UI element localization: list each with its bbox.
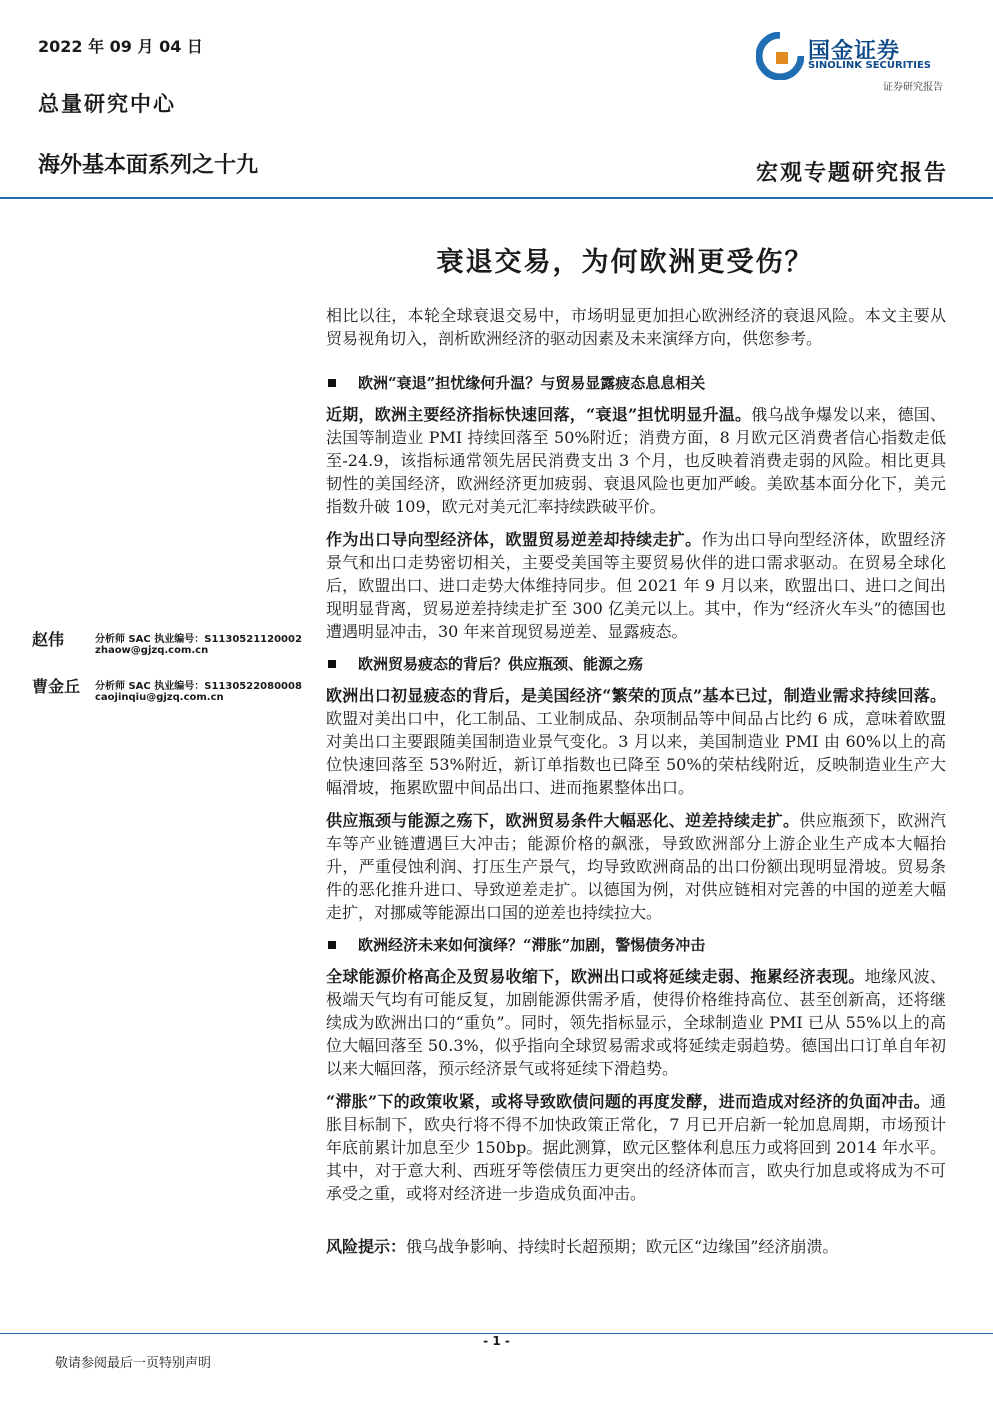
report-date: 2022 年 09 月 04 日 xyxy=(38,37,203,56)
logo-subtitle: 证券研究报告 xyxy=(883,82,943,93)
risk-warning xyxy=(326,1235,946,1258)
report-type: 宏观专题研究报告 xyxy=(755,160,948,186)
paragraph-lead: 全球能源价格高企及贸易收缩下，欧洲出口或将延续走弱、拖累经济表现。 xyxy=(326,967,865,986)
section-heading-text: 欧洲经济未来如何演绎？“滞胀”加剧，警惕债务冲击 xyxy=(358,936,706,954)
paragraph-body: 欧盟对美出口中，化工制品、工业制成品、杂项制品等中间品占比约 6 成，意味着欧盟对美出口主要跟随美国制造业景气变化。3 月以来，美国制造业 PMI 由 60%以上的高位快速回落至 53%附近，新订单指数也已降至 50%的荣枯线附近，反映制造业生产大幅滑坡，拖累欧盟中间品出口、进而拖累整体出口。 xyxy=(326,709,946,797)
logo-text-en: SINOLINK SECURITIES xyxy=(808,60,931,71)
body-paragraph xyxy=(326,684,946,799)
body-paragraph xyxy=(326,965,946,1080)
header-divider xyxy=(0,197,993,199)
department-name: 总量研究中心 xyxy=(38,91,176,116)
body-paragraph xyxy=(326,1090,946,1205)
series-name: 海外基本面系列之十九 xyxy=(38,153,259,178)
paragraph-lead: “滞胀”下的政策收紧，或将导致欧债问题的再度发酵，进而造成对经济的负面冲击。 xyxy=(326,1092,930,1111)
bullet-square-icon xyxy=(328,379,336,387)
paragraph-body: 地缘风波、极端天气均有可能反复，加剧能源供需矛盾，使得价格维持高位、甚至创新高，还将继续成为欧洲出口的“重负”。同时，领先指标显示，全球制造业 PMI 已从 55%以上的高位大幅回落至 50.3%，似乎指向全球贸易需求或将延续走弱趋势。德国出口订单自年初以来大幅回落，预示经济景气或将延续下滑趋势。 xyxy=(326,967,946,1078)
analyst-email: zhaow@gjzq.com.cn xyxy=(95,645,209,656)
analyst-name: 赵伟 xyxy=(32,630,65,649)
intro-paragraph: 相比以往，本轮全球衰退交易中，市场明显更加担心欧洲经济的衰退风险。本文主要从贸易视角切入，剖析欧洲经济的驱动因素及未来演绎方向，供您参考。 xyxy=(326,306,946,348)
section-heading xyxy=(326,934,946,957)
report-body xyxy=(326,304,946,1268)
analyst-cert: 分析师 SAC 执业编号：S1130522080008 xyxy=(95,681,302,692)
section-heading xyxy=(326,653,946,676)
page-number: - 1 - xyxy=(483,1334,510,1348)
body-paragraph xyxy=(326,809,946,924)
logo-text-cn: 国金证券 xyxy=(808,39,901,64)
body-paragraph xyxy=(326,403,946,518)
paragraph-lead: 欧洲出口初显疲态的背后，是美国经济“繁荣的顶点”基本已过，制造业需求持续回落。 xyxy=(326,686,946,705)
paragraph-lead: 近期，欧洲主要经济指标快速回落，“衰退”担忧明显升温。 xyxy=(326,405,752,424)
sinolink-logo-icon xyxy=(756,32,804,80)
paragraph-lead: 作为出口导向型经济体，欧盟贸易逆差却持续走扩。 xyxy=(326,530,702,549)
bullet-square-icon xyxy=(328,941,336,949)
bullet-square-icon xyxy=(328,660,336,668)
paragraph-lead: 供应瓶颈与能源之殇下，欧洲贸易条件大幅恶化、逆差持续走扩。 xyxy=(326,811,800,830)
analyst-email: caojinqiu@gjzq.com.cn xyxy=(95,692,224,703)
paragraph-body: 作为出口导向型经济体，欧盟经济景气和出口走势密切相关，主要受美国等主要贸易伙伴的进口需求驱动。在贸易全球化后，欧盟出口、进口走势大体维持同步。但 2021 年 9 月以来，欧盟出口、进口之间出现明显背离，贸易逆差持续走扩至 300 亿美元以上。其中，作为“经济火车头”的德国也遭遇明显冲击，30 年来首现贸易逆差、显露疲态。 xyxy=(326,530,946,641)
paragraph-body: 通胀目标制下，欧央行将不得不加快政策正常化，7 月已开启新一轮加息周期，市场预计年底前累计加息至少 150bp。据此测算，欧元区整体利息压力或将回到 2014 年水平。其中，对于意大利、西班牙等偿债压力更突出的经济体而言，欧央行加息或将成为不可承受之重，或将对经济进一步造成负面冲击。 xyxy=(326,1092,946,1203)
report-title: 衰退交易，为何欧洲更受伤？ xyxy=(436,247,814,278)
section-heading xyxy=(326,372,946,395)
analyst-name: 曹金丘 xyxy=(32,677,81,696)
section-heading-text: 欧洲“衰退”担忧缘何升温？与贸易显露疲态息息相关 xyxy=(358,374,706,392)
analyst-cert: 分析师 SAC 执业编号：S1130521120002 xyxy=(95,634,302,645)
paragraph-body: 供应瓶颈下，欧洲汽车等产业链遭遇巨大冲击；能源价格的飙涨，导致欧洲部分上游企业生产成本大幅抬升，严重侵蚀利润、打压生产景气，均导致欧洲商品的出口份额出现明显滑坡。贸易条件的恶化推升进口、导致逆差走扩。以德国为例，对供应链相对完善的中国的逆差大幅走扩，对挪威等能源出口国的逆差也持续拉大。 xyxy=(326,811,946,922)
risk-label: 风险提示： xyxy=(326,1237,407,1256)
section-heading-text: 欧洲贸易疲态的背后？供应瓶颈、能源之殇 xyxy=(358,655,644,673)
paragraph-body: 俄乌战争爆发以来，德国、法国等制造业 PMI 持续回落至 50%附近；消费方面，8 月欧元区消费者信心指数走低至-24.9，该指标通常领先居民消费支出 3 个月，也反映着消费走弱的风险。相比更具韧性的美国经济，欧洲经济更加疲弱、衰退风险也更加严峻。美欧基本面分化下，美元指数升破 109，欧元对美元汇率持续跌破平价。 xyxy=(326,405,946,516)
risk-text: 俄乌战争影响、持续时长超预期；欧元区“边缘国”经济崩溃。 xyxy=(406,1237,839,1256)
footer-disclaimer: 敬请参阅最后一页特别声明 xyxy=(55,1356,212,1371)
body-paragraph xyxy=(326,528,946,643)
